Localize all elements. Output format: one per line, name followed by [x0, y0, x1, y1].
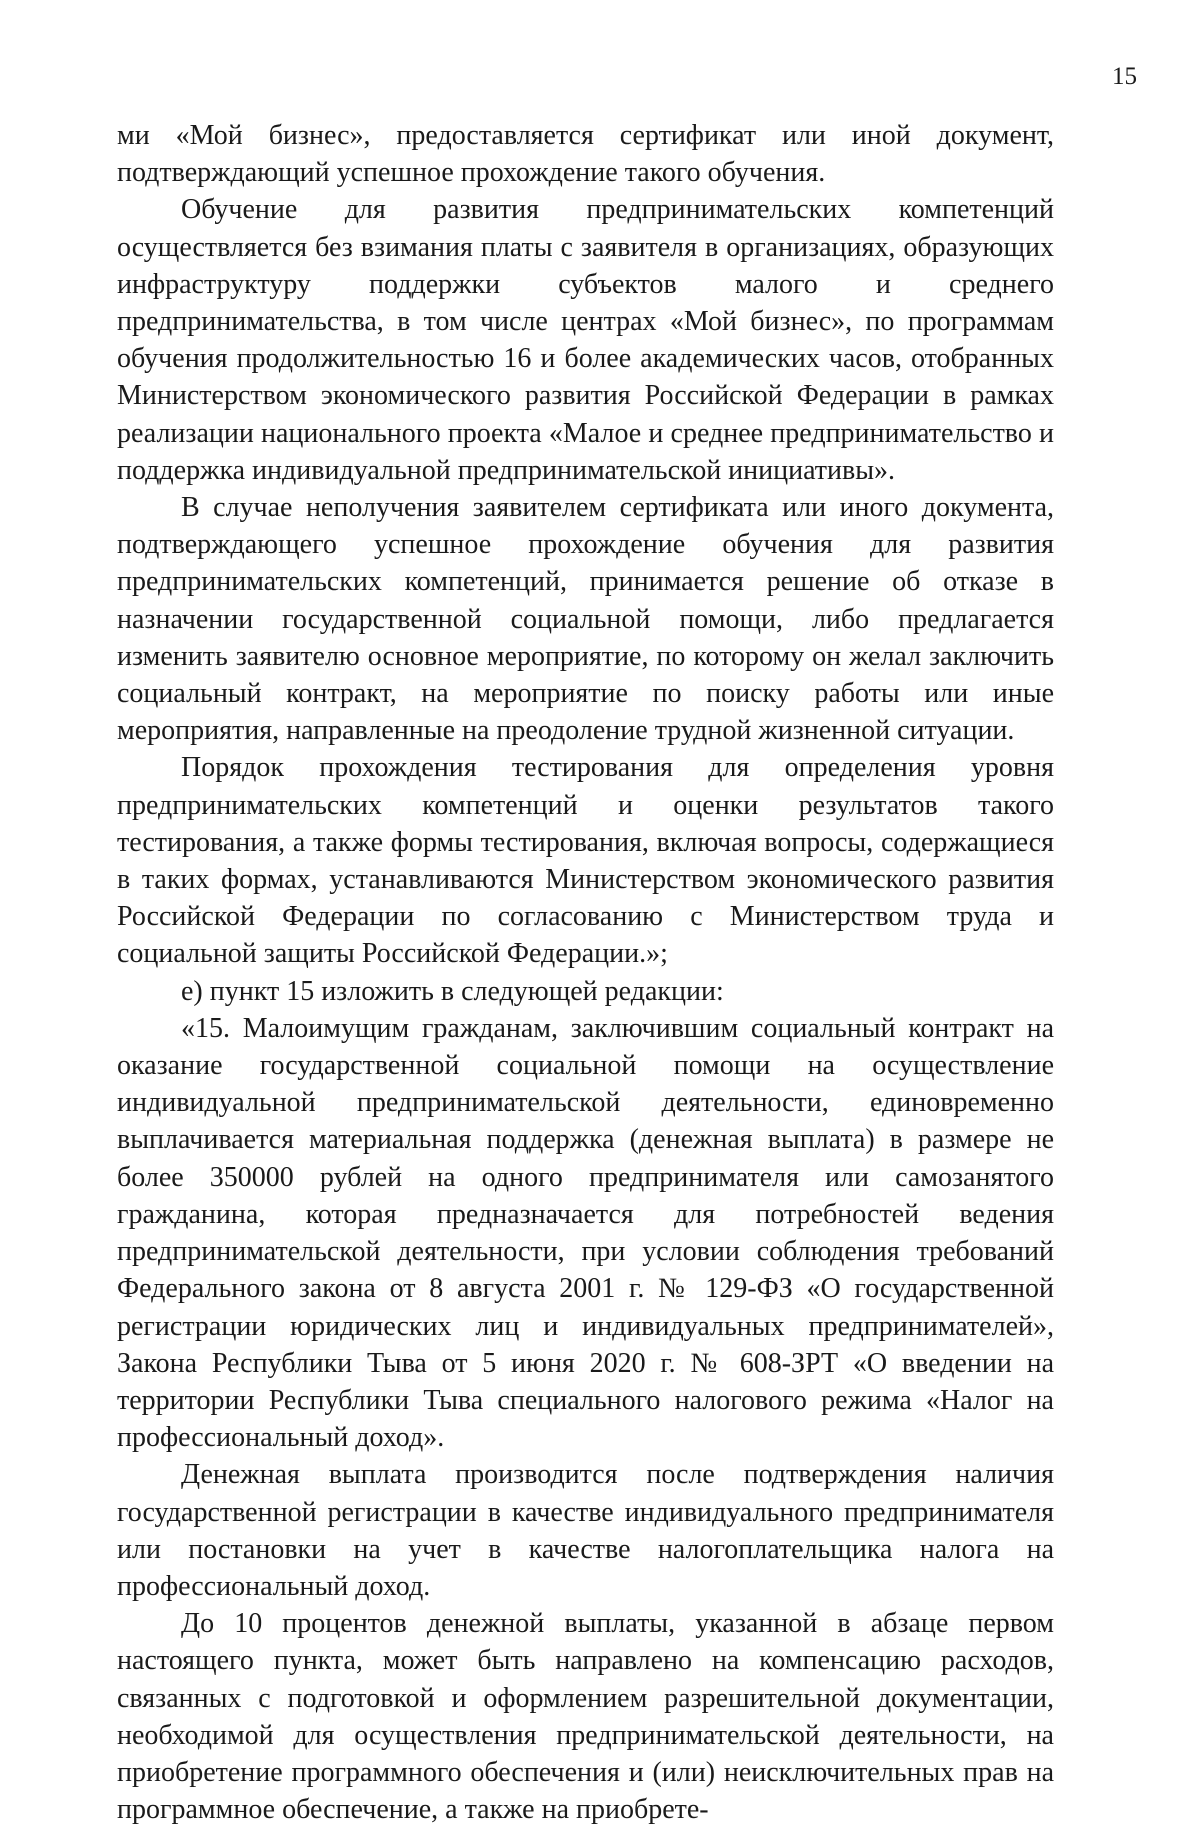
paragraph-clause-15: «15. Малоимущим гражданам, заключившим социальный контракт на оказание государственной социальной помощи на осуществление индивидуальной предпринимательской деятельности, единовременно выплачивается материальная поддержка (денежная выплата) в размере не более 350000 рублей на одного предпринимателя или самозанятого гражданина, которая предназначается для потребностей ведения предпринимательской деятельности, при условии соблюдения требований Федерального закона от 8 августа 2001 г. № 129-ФЗ «О государственной регистрации юридических лиц и индивидуальных предпринимателей», Закона Республики Тыва от 5 июня 2020 г. № 608-ЗРТ «О введении на территории Республики Тыва специального налогового режима «Налог на профессиональный доход». [117, 1012, 1054, 1454]
paragraph-payment-share: До 10 процентов денежной выплаты, указанной в абзаце первом настоящего пункта, может быть направлено на компенсацию расходов, связанных с подготовкой и оформлением разрешительной документации, необходимой для осуществления предпринимательской деятельности, на приобретение программного обеспечения и (или) неисключительных прав на программное обеспечение, а также на приобрете- [117, 1608, 1054, 1826]
paragraph-payment-condition: Денежная выплата производится после подтверждения наличия государственной регистрации в качестве индивидуального предпринимателя или постановки на учет в качестве налогоплательщика налога на профессиональный доход. [117, 1459, 1054, 1602]
page-number: 15 [1112, 63, 1137, 90]
paragraph-certificate-refusal: В случае неполучения заявителем сертификата или иного документа, подтверждающего успешное прохождение обучения для развития предпринимательских компетенций, принимается решение об отказе в назначении государственной социальной помощи, либо предлагается изменить заявителю основное мероприятие, по которому он желал заключить социальный контракт, на мероприятие по поиску работы или иные мероприятия, направленные на преодоление трудной жизненной ситуации. [117, 492, 1054, 747]
document-body [117, 117, 1054, 1828]
paragraph-testing-procedure: Порядок прохождения тестирования для определения уровня предпринимательских компетенций и оценки результатов такого тестирования, а также формы тестирования, включая вопросы, содержащиеся в таких формах, устанавливаются Министерством экономического развития Российской Федерации по согласованию с Министерством труда и социальной защиты Российской Федерации.»; [117, 752, 1054, 970]
paragraph-continuation: ми «Мой бизнес», предоставляется сертификат или иной документ, подтверждающий успешное прохождение такого обучения. [117, 120, 1054, 189]
paragraph-training: Обучение для развития предпринимательских компетенций осуществляется без взимания платы с заявителя в организациях, образующих инфраструктуру поддержки субъектов малого и среднего предпринимательства, в том числе центрах «Мой бизнес», по программам обучения продолжительностью 16 и более академических часов, отобранных Министерством экономического развития Российской Федерации в рамках реализации национального проекта «Малое и среднее предпринимательство и поддержка индивидуальной предпринимательской инициативы». [117, 194, 1054, 486]
paragraph-amendment-item: е) пункт 15 изложить в следующей редакции: [181, 975, 724, 1007]
